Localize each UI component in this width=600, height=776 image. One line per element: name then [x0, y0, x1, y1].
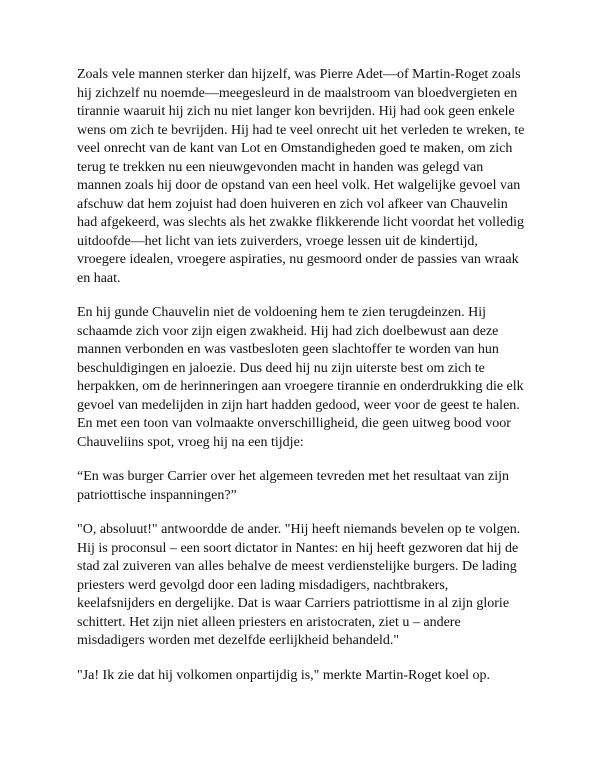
paragraph-2: En hij gunde Chauvelin niet de voldoening hem te zien terugdeinzen. Hij schaamde zich voor zijn eigen zwakheid. Hij had zich doelbewust aan deze mannen verbonden en was vastbesloten geen slachtoffer te worden van hun beschuldigingen en jaloezie. Dus deed hij nu zijn uiterste best om zich te herpakken, om de herinneringen aan vroegere tirannie en onderdrukking die elk gevoel van medelijden in zijn hart hadden gedood, weer voor de geest te halen. En met een toon van volmaakte onverschilligheid, die geen uitweg bood voor Chauveliins spot, vroeg hij na een tijdje: — [77, 305, 524, 450]
document-body — [77, 66, 529, 701]
paragraph-1: Zoals vele mannen sterker dan hijzelf, was Pierre Adet—of Martin-Roget zoals hij zichzelf nu noemde—meegesleurd in de maalstroom van bloedvergieten en tirannie waaruit hij zich nu niet langer kon bevrijden. Hij had ook geen enkele wens om zich te bevrijden. Hij had te veel onrecht uit het verleden te wreken, te veel onrecht van de kant van Lot en Omstandigheden goed te maken, om zich terug te trekken nu een nieuwgevonden macht in handen was gelegd van mannen zoals hij door de opstand van een heel volk. Het walgelijke gevoel van afschuw dat hem zojuist had doen huiveren en zich vol afkeer van Chauvelin had afgekeerd, was slechts als het zwakke flikkerende licht voordat het volledig uitdoofde—het licht van iets zuiverders, vroege lessen uit de kindertijd, vroegere idealen, vroegere aspiraties, nu gesmoord onder de passies van wraak en haat. — [77, 67, 525, 286]
paragraph-3: “En was burger Carrier over het algemeen tevreden met het resultaat van zijn patriottische inspanningen?” — [77, 469, 509, 503]
paragraph-5: "Ja! Ik zie dat hij volkomen onpartijdig is," merkte Martin-Roget koel op. — [77, 667, 491, 683]
paragraph-4: "O, absoluut!" antwoordde de ander. "Hij heeft niemands bevelen op te volgen. Hij is proconsul – een soort dictator in Nantes: en hij heeft gezworen dat hij de stad zal zuiveren van alles behalve de meest verdienstelijke burgers. De lading priesters werd gevolgd door een lading misdadigers, nachtbrakers, keelafsnijders en dergelijke. Dat is waar Carriers patriottisme in al zijn glorie schittert. Het zijn niet alleen priesters en aristocraten, ziet u – andere misdadigers worden met dezelfde eerlijkheid behandeld." — [77, 522, 521, 648]
